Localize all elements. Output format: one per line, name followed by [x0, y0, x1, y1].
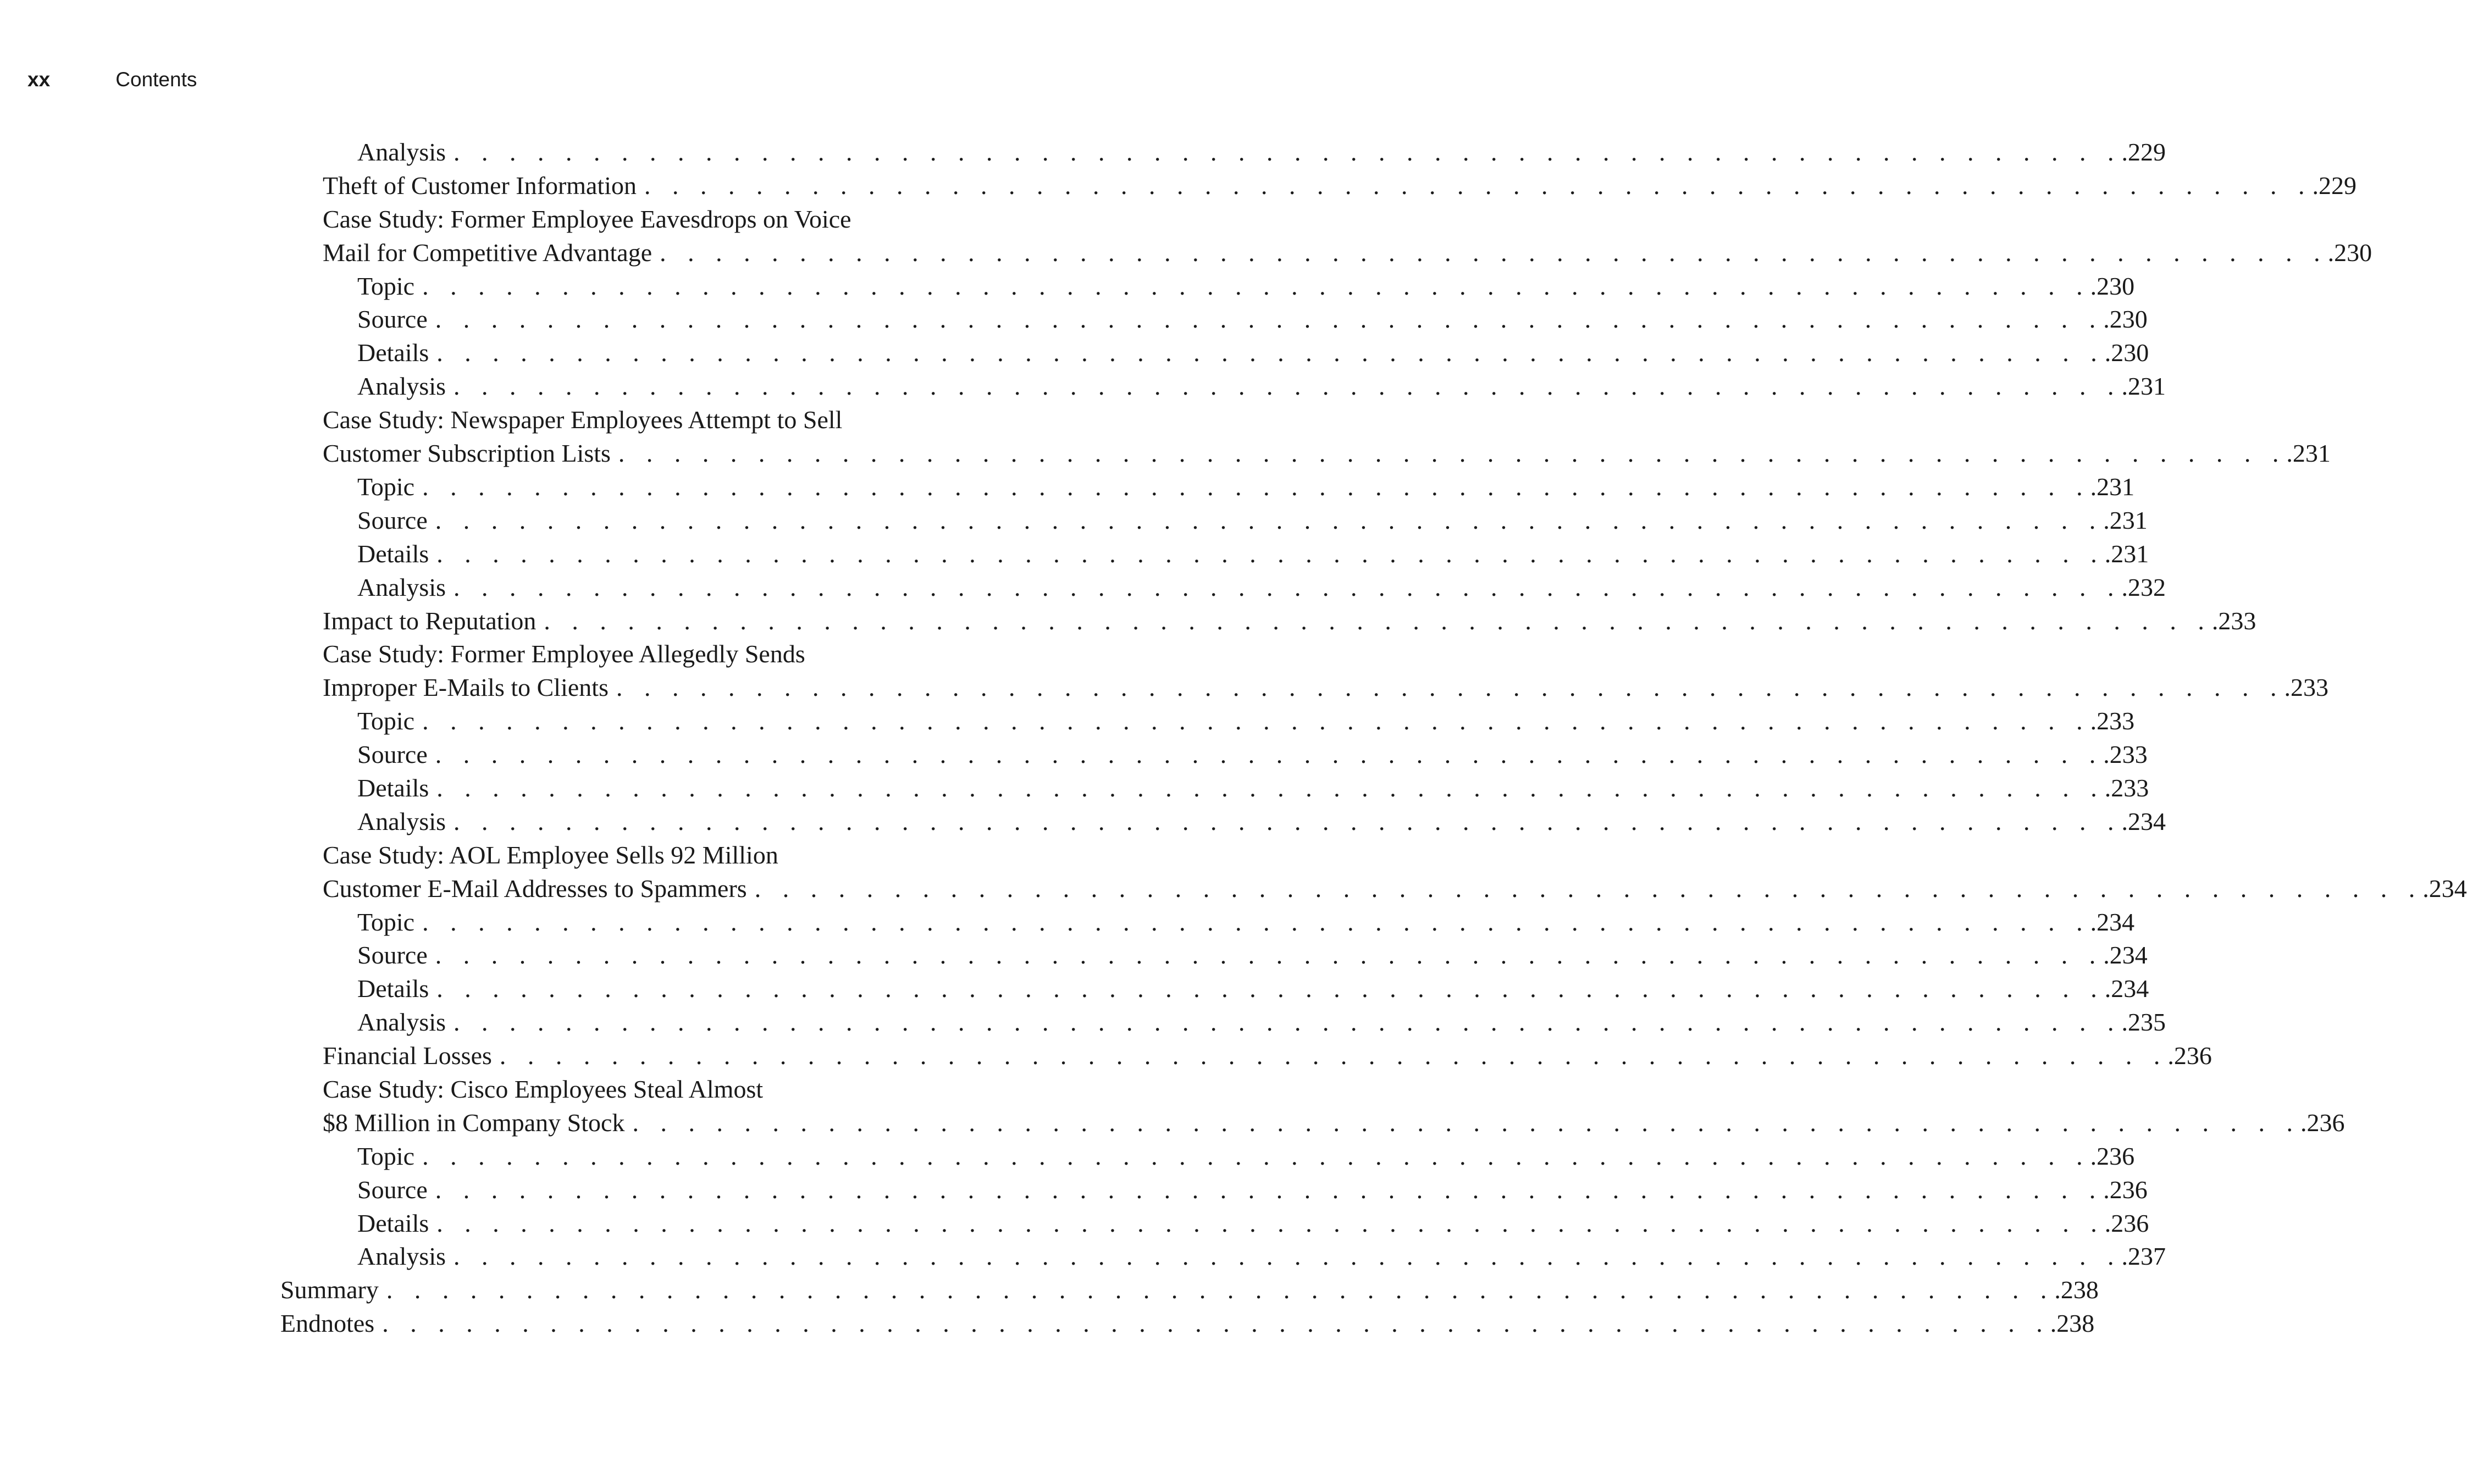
toc-entry[interactable] — [280, 972, 2149, 1006]
toc-entry-title: Summary — [280, 1276, 379, 1304]
dot-leader: . . . . . . . . . . . . . . . . . . . . . . . . . . . . . . . . . . . . . . . . . . . . . . . . . . . . . . . . . . . . — [436, 1209, 2105, 1237]
running-title: Contents — [115, 68, 197, 91]
toc-entry-title: Source — [357, 941, 428, 970]
toc-entry-title: Details — [357, 539, 429, 568]
toc-entry-page-number: .231 — [2121, 372, 2166, 401]
page-folio: xx — [27, 68, 51, 91]
toc-entry-title: Analysis — [357, 372, 446, 401]
toc-entry[interactable] — [280, 939, 2148, 972]
toc-entry-page-number: .233 — [2090, 707, 2135, 735]
toc-entry[interactable] — [280, 370, 2166, 403]
toc-entry-page-number: .234 — [2104, 974, 2149, 1003]
toc-entry-title: Topic — [357, 1142, 415, 1170]
toc-entry[interactable] — [280, 839, 2467, 906]
toc-entry[interactable] — [280, 1006, 2166, 1039]
toc-entry-page-number: .230 — [2090, 272, 2135, 300]
toc-entry-page-number: .231 — [2104, 539, 2149, 568]
toc-entry-page-number: .235 — [2121, 1008, 2166, 1037]
toc-entry-page-number: .229 — [2121, 138, 2166, 166]
dot-leader: . . . . . . . . . . . . . . . . . . . . . . . . . . . . . . . . . . . . . . . . . . . . . . . . . . . . . . . . . . . . — [453, 807, 2122, 835]
dot-leader: . . . . . . . . . . . . . . . . . . . . . . . . . . . . . . . . . . . . . . . . . . . . . . . . . . . . . . . . . . . . — [436, 773, 2105, 802]
toc-entry-title: Source — [357, 1175, 428, 1204]
toc-entry[interactable] — [280, 336, 2149, 370]
toc-entry-page-number: .236 — [2167, 1042, 2212, 1070]
toc-entry-page-number: .238 — [2054, 1276, 2099, 1304]
toc-entry-page-number: .231 — [2090, 472, 2135, 501]
toc-entry-title: Theft of Customer Information — [323, 171, 637, 200]
dot-leader: . . . . . . . . . . . . . . . . . . . . . . . . . . . . . . . . . . . . . . . . . . . . . . . . . . . . . . . . . . . . — [435, 1175, 2104, 1204]
toc-entry[interactable] — [280, 605, 2256, 638]
toc-entry[interactable] — [280, 403, 2331, 470]
toc-entry-title: Analysis — [357, 1242, 446, 1271]
dot-leader: . . . . . . . . . . . . . . . . . . . . . . . . . . . . . . . . . . . . . . . . . . . . . . . . . . . . . . . . . . . . — [435, 941, 2104, 970]
toc-entry-page-number: .233 — [2104, 773, 2149, 802]
dot-leader: . . . . . . . . . . . . . . . . . . . . . . . . . . . . . . . . . . . . . . . . . . . . . . . . . . . . . . . . . . . . — [422, 472, 2090, 501]
toc-entry-title: Topic — [357, 707, 415, 735]
toc-entry-title: Topic — [357, 907, 415, 936]
toc-entry-page-number: .236 — [2103, 1175, 2148, 1204]
toc-entry[interactable] — [280, 538, 2149, 571]
toc-entry[interactable] — [280, 1173, 2148, 1207]
dot-leader: . . . . . . . . . . . . . . . . . . . . . . . . . . . . . . . . . . . . . . . . . . . . . . . . . . . . . . . . . . . . — [453, 372, 2122, 401]
toc-entry-page-number: .233 — [2103, 740, 2148, 769]
toc-entry-title: Mail for Competitive Advantage — [323, 238, 652, 267]
toc-entry-title: Analysis — [357, 138, 446, 166]
toc-entry[interactable] — [280, 772, 2149, 805]
toc-entry[interactable] — [280, 1307, 2095, 1341]
toc-entry-title: Source — [357, 506, 428, 534]
toc-entry-title-line1: Case Study: Newspaper Employees Attempt to Sell — [323, 406, 843, 434]
toc-entry-title: Customer E-Mail Addresses to Spammers — [323, 874, 747, 902]
toc-entry-page-number: .233 — [2211, 606, 2256, 635]
toc-entry-page-number: .231 — [2286, 439, 2331, 468]
dot-leader: . . . . . . . . . . . . . . . . . . . . . . . . . . . . . . . . . . . . . . . . . . . . . . . . . . . . . . . . . . . . — [435, 506, 2104, 534]
dot-leader: . . . . . . . . . . . . . . . . . . . . . . . . . . . . . . . . . . . . . . . . . . . . . . . . . . . . . . . . . . . . — [618, 439, 2287, 468]
dot-leader: . . . . . . . . . . . . . . . . . . . . . . . . . . . . . . . . . . . . . . . . . . . . . . . . . . . . . . . . . . . . — [436, 339, 2105, 367]
dot-leader: . . . . . . . . . . . . . . . . . . . . . . . . . . . . . . . . . . . . . . . . . . . . . . . . . . . . . . . . . . . . — [660, 238, 2328, 267]
dot-leader: . . . . . . . . . . . . . . . . . . . . . . . . . . . . . . . . . . . . . . . . . . . . . . . . . . . . . . . . . . . . — [632, 1108, 2300, 1137]
dot-leader: . . . . . . . . . . . . . . . . . . . . . . . . . . . . . . . . . . . . . . . . . . . . . . . . . . . . . . . . . . . . — [644, 171, 2313, 200]
dot-leader: . . . . . . . . . . . . . . . . . . . . . . . . . . . . . . . . . . . . . . . . . . . . . . . . . . . . . . . . . . . . — [386, 1276, 2055, 1304]
toc-entry[interactable] — [280, 1073, 2345, 1140]
toc-entry-page-number: .233 — [2284, 673, 2328, 702]
dot-leader: . . . . . . . . . . . . . . . . . . . . . . . . . . . . . . . . . . . . . . . . . . . . . . . . . . . . . . . . . . . . — [422, 272, 2090, 300]
toc-entry-title: Source — [357, 740, 428, 769]
toc-entry[interactable] — [280, 1273, 2099, 1307]
toc-entry-title: Analysis — [357, 1008, 446, 1037]
toc-entry[interactable] — [280, 470, 2135, 504]
toc-entry[interactable] — [280, 805, 2166, 839]
toc-entry-title: Endnotes — [280, 1309, 375, 1338]
dot-leader: . . . . . . . . . . . . . . . . . . . . . . . . . . . . . . . . . . . . . . . . . . . . . . . . . . . . . . . . . . . . — [544, 606, 2212, 635]
toc-entry[interactable] — [280, 1140, 2135, 1173]
toc-entry-title: Details — [357, 773, 429, 802]
toc-entry[interactable] — [280, 504, 2148, 538]
dot-leader: . . . . . . . . . . . . . . . . . . . . . . . . . . . . . . . . . . . . . . . . . . . . . . . . . . . . . . . . . . . . — [435, 305, 2104, 334]
toc-entry-title: Details — [357, 974, 429, 1003]
toc-entry-page-number: .234 — [2121, 807, 2166, 835]
toc-entry-title: Analysis — [357, 573, 446, 601]
toc-entry-page-number: .234 — [2103, 941, 2148, 970]
toc-entry-title: Details — [357, 1209, 429, 1237]
toc-entry[interactable] — [280, 169, 2357, 203]
toc-entry-title: $8 Million in Company Stock — [323, 1108, 625, 1137]
dot-leader: . . . . . . . . . . . . . . . . . . . . . . . . . . . . . . . . . . . . . . . . . . . . . . . . . . . . . . . . . . . . — [453, 138, 2122, 166]
toc-entry[interactable] — [280, 705, 2135, 738]
dot-leader: . . . . . . . . . . . . . . . . . . . . . . . . . . . . . . . . . . . . . . . . . . . . . . . . . . . . . . . . . . . . — [453, 1008, 2122, 1037]
toc-entry-title-line1: Case Study: Former Employee Eavesdrops on Voice — [323, 204, 851, 233]
dot-leader: . . . . . . . . . . . . . . . . . . . . . . . . . . . . . . . . . . . . . . . . . . . . . . . . . . . . . . . . . . . . — [436, 539, 2105, 568]
toc-entry-title: Financial Losses — [323, 1042, 492, 1070]
toc-entry[interactable] — [280, 738, 2148, 772]
toc-entry-page-number: .238 — [2050, 1309, 2095, 1338]
toc-entry[interactable] — [280, 1207, 2149, 1241]
toc-entry-page-number: .236 — [2090, 1142, 2135, 1170]
toc-entry-page-number: .236 — [2104, 1209, 2149, 1237]
toc-entry-title: Details — [357, 339, 429, 367]
toc-entry-page-number: .230 — [2327, 238, 2372, 267]
toc-entry-page-number: .232 — [2121, 573, 2166, 601]
toc-entry-page-number: .234 — [2422, 874, 2467, 902]
dot-leader: . . . . . . . . . . . . . . . . . . . . . . . . . . . . . . . . . . . . . . . . . . . . . . . . . . . . . . . . . . . . — [754, 874, 2423, 902]
dot-leader: . . . . . . . . . . . . . . . . . . . . . . . . . . . . . . . . . . . . . . . . . . . . . . . . . . . . . . . . . . . . — [616, 673, 2285, 702]
page-header — [27, 67, 197, 92]
toc-entry-title: Improper E-Mails to Clients — [323, 673, 609, 702]
toc-entry-title: Analysis — [357, 807, 446, 835]
toc-entry-page-number: .229 — [2312, 171, 2357, 200]
toc-entry-title: Source — [357, 305, 428, 334]
dot-leader: . . . . . . . . . . . . . . . . . . . . . . . . . . . . . . . . . . . . . . . . . . . . . . . . . . . . . . . . . . . . — [453, 1242, 2122, 1271]
dot-leader: . . . . . . . . . . . . . . . . . . . . . . . . . . . . . . . . . . . . . . . . . . . . . . . . . . . . . . . . . . . . — [382, 1309, 2050, 1338]
toc-entry[interactable] — [280, 906, 2135, 939]
toc-entry-page-number: .234 — [2090, 907, 2135, 936]
toc-entry-title-line1: Case Study: AOL Employee Sells 92 Million — [323, 840, 778, 869]
toc-entry-page-number: .230 — [2103, 305, 2148, 334]
toc-entry-title: Impact to Reputation — [323, 606, 536, 635]
dot-leader: . . . . . . . . . . . . . . . . . . . . . . . . . . . . . . . . . . . . . . . . . . . . . . . . . . . . . . . . . . . . — [435, 740, 2104, 769]
dot-leader: . . . . . . . . . . . . . . . . . . . . . . . . . . . . . . . . . . . . . . . . . . . . . . . . . . . . . . . . . . . . — [422, 907, 2090, 936]
toc-entry-page-number: .237 — [2121, 1242, 2166, 1271]
dot-leader: . . . . . . . . . . . . . . . . . . . . . . . . . . . . . . . . . . . . . . . . . . . . . . . . . . . . . . . . . . . . — [499, 1042, 2168, 1070]
dot-leader: . . . . . . . . . . . . . . . . . . . . . . . . . . . . . . . . . . . . . . . . . . . . . . . . . . . . . . . . . . . . — [422, 707, 2090, 735]
toc-entry[interactable] — [280, 1039, 2212, 1073]
dot-leader: . . . . . . . . . . . . . . . . . . . . . . . . . . . . . . . . . . . . . . . . . . . . . . . . . . . . . . . . . . . . — [422, 1142, 2090, 1170]
toc-entry[interactable] — [280, 303, 2148, 336]
toc-entry-page-number: .230 — [2104, 339, 2149, 367]
dot-leader: . . . . . . . . . . . . . . . . . . . . . . . . . . . . . . . . . . . . . . . . . . . . . . . . . . . . . . . . . . . . — [453, 573, 2122, 601]
toc-entry-title: Topic — [357, 472, 415, 501]
toc-entry-title-line1: Case Study: Former Employee Allegedly Sends — [323, 640, 805, 668]
toc-entry[interactable] — [280, 1240, 2166, 1273]
toc-entry-page-number: .236 — [2300, 1108, 2345, 1137]
toc-entry[interactable] — [280, 136, 2166, 169]
toc-entry-title-line1: Case Study: Cisco Employees Steal Almost — [323, 1075, 764, 1103]
toc-entry[interactable] — [280, 203, 2372, 270]
dot-leader: . . . . . . . . . . . . . . . . . . . . . . . . . . . . . . . . . . . . . . . . . . . . . . . . . . . . . . . . . . . . — [436, 974, 2105, 1003]
toc-entry-page-number: .231 — [2103, 506, 2148, 534]
toc-entry[interactable] — [280, 638, 2328, 705]
toc-entry[interactable] — [280, 270, 2135, 303]
toc-entry-title: Topic — [357, 272, 415, 300]
toc-entry[interactable] — [280, 571, 2166, 605]
table-of-contents — [280, 136, 2467, 1341]
toc-entry-title: Customer Subscription Lists — [323, 439, 611, 468]
